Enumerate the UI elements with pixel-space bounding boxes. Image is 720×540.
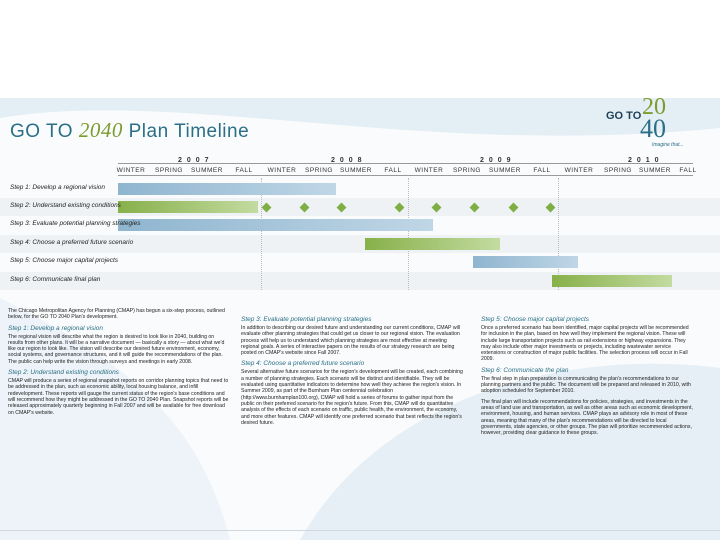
- step2-label: Step 2: Understand existing conditions: [10, 202, 121, 209]
- intro-paragraph: The Chicago Metropolitan Agency for Planning (CMAP) has begun a six-step process, outlined below, for the GO TO 2040 Plan's development.: [8, 308, 225, 321]
- step1-text: The regional vision will describe what the region is desired to look like in 2040, building on results from other plans. It will be a narrative document — basically a story — about what we'd like our region to look like. The vision will describe our desired future environment, economy, social systems, and governance structures, and it will guide the recommendations of the plan. The public can help write the vision through surveys and meetings in early 2008.: [8, 333, 225, 365]
- step2-bar: [118, 201, 258, 213]
- column-left: [8, 308, 230, 420]
- step3-heading: Step 3: Evaluate potential planning strategies: [241, 316, 372, 323]
- season-label: FALL: [384, 167, 402, 174]
- season-label: SUMMER: [489, 167, 521, 174]
- column-middle: [241, 312, 466, 430]
- step4-bar: [365, 238, 500, 250]
- season-label: FALL: [235, 167, 253, 174]
- step5-text: Once a preferred scenario has been identified, major capital projects will be recommended for inclusion in the plan, based on how well they implement the regional vision. These will include large transportation projects such as rail extensions or highway expansions. They may also include other major investments or projects, including wastewater service extensions or construction of major public facilities. The selection process will occur in Fall 2009.: [481, 325, 689, 363]
- step4-label: Step 4: Choose a preferred future scenario: [10, 239, 134, 246]
- step6-label: Step 6: Communicate final plan: [10, 276, 101, 283]
- season-label: WINTER: [414, 167, 444, 174]
- timeline-rule: [118, 175, 693, 176]
- step1-heading: Step 1: Develop a regional vision: [8, 324, 104, 332]
- step3-label: Step 3: Evaluate potential planning strategies: [10, 220, 141, 227]
- step4-heading: Step 4: Choose a preferred future scenario: [241, 360, 365, 368]
- year-label: 2008: [331, 157, 367, 164]
- step5-heading: Step 5: Choose major capital projects: [481, 316, 590, 323]
- timeline-row: [0, 180, 720, 198]
- season-label: FALL: [679, 167, 697, 174]
- season-label: WINTER: [116, 167, 146, 174]
- step1-label: Step 1: Develop a regional vision: [10, 184, 106, 191]
- page-title: GO TO 2040 Plan Timeline: [10, 118, 250, 142]
- column-right: [481, 312, 693, 440]
- step5-label: Step 5: Choose major capital projects: [10, 257, 119, 264]
- season-label: WINTER: [267, 167, 297, 174]
- step4-text: Several alternative future scenarios for the region's development will be created, each combining a number of planning strategies. Each scenario will be distinct and identifiable. They will be evaluated using quantitative indicators to determine how well they achieve the region's vision. In Summer 2009, as part of the Burnham Plan centennial celebration (http://www.burnhamplan100.org), CMAP will hold a series of forums to gather input from the public on their preferred scenario for the region's future. From this, CMAP will do quantitative analysis of the effects of each scenario on traffic, public health, the environment, the economy, and more other features. CMAP will identify one preferred scenario that best reflects the region's desired future.: [241, 369, 463, 426]
- step3-text: In addition to describing our desired future and understanding our current conditions, CMAP will evaluate other planning strategies that could get us closer to our regional vision. The evaluation process will help us to understand which planning strategies are most effective at meeting regional goals. A series of interactive papers on the results of our strategy research are being posted on CMAP's website since Fall 2007.: [241, 325, 461, 357]
- season-label: SUMMER: [191, 167, 223, 174]
- final-plan-text: The final plan will include recommendations for policies, strategies, and investments in the areas of land use and transportation, as well as other areas such as economic development, environment, housing, and human services. CMAP plays an advisory role in most of these areas, meaning that many of the plan's recommendations will be directed to local governments, state agencies, or other groups. The plan will prioritize recommended actions, however, providing clear guidance to these groups.: [481, 398, 693, 437]
- season-label: SUMMER: [340, 167, 372, 174]
- step6-text: The final step in plan preparation is communicating the plan's recommendations to our planning partners and the public. The document will be prepared and released in 2010, with adoption scheduled for September 2010.: [481, 375, 691, 395]
- step2-text: CMAP will produce a series of regional snapshot reports on corridor planning topics that need to be addressed in the plan, such as economic ability, local housing balance, and infill redevelopment. These reports will gauge the current status of the region's base conditions and will recommend how they might be addressed in the GO TO 2040 Plan. Snapshot reports will be released approximately quarterly beginning in Fall 2007 and will be available for free download on CMAP's website.: [8, 378, 229, 416]
- season-label: SPRING: [453, 167, 481, 174]
- season-divider: [408, 178, 409, 290]
- step5-bar: [473, 256, 578, 268]
- year-label: 2007: [178, 157, 214, 164]
- step6-bar: [552, 275, 672, 287]
- step1-bar: [118, 183, 336, 195]
- season-label: FALL: [533, 167, 551, 174]
- season-label: WINTER: [564, 167, 594, 174]
- year-label: 2010: [628, 157, 664, 164]
- season-label: SUMMER: [639, 167, 671, 174]
- year-label: 2009: [480, 157, 516, 164]
- season-label: SPRING: [604, 167, 632, 174]
- season-label: SPRING: [155, 167, 183, 174]
- season-label: SPRING: [305, 167, 333, 174]
- step3-bar: [118, 219, 433, 231]
- season-divider: [558, 178, 559, 290]
- goto-2040-logo: GO TO 20 40 Imagine that...: [606, 94, 684, 148]
- step6-heading: Step 6: Communicate the plan: [481, 366, 569, 374]
- step2-heading: Step 2: Understand existing conditions: [8, 369, 119, 377]
- bottom-rule: [0, 530, 720, 531]
